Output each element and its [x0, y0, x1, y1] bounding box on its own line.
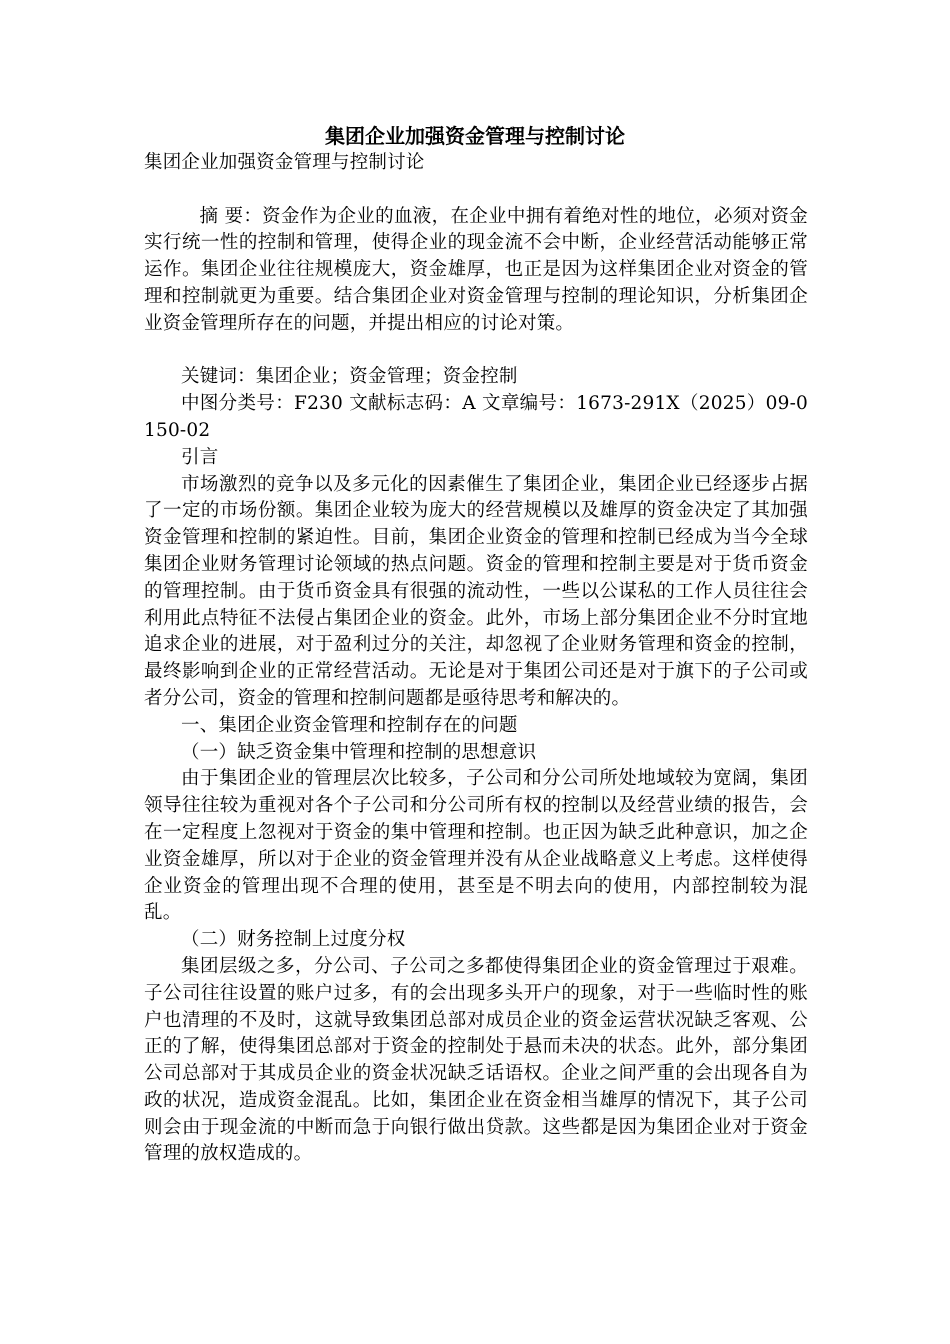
keywords-line: 关键词：集团企业；资金管理；资金控制: [181, 366, 518, 388]
document-title: 集团企业加强资金管理与控制讨论: [325, 124, 625, 148]
intro-heading: 引言: [181, 446, 219, 468]
spacer: [144, 177, 808, 204]
classification-line: 中图分类号：F230 文献标志码：A 文章编号：1673-291X（2025）09-0150-02: [144, 393, 808, 441]
subsection-paragraph-2: 集团层级之多，分公司、子公司之多都使得集团企业的资金管理过于艰难。子公司往往设置的账户过多，有的会出现多头开户的现象，对于一些临时性的账户也清理的不及时，这就导致集团总部对成员企业的资金运营状况缺乏客观、公正的了解，使得集团总部对于资金的控制处于悬而未决的状态。此外，部分集团公司总部对于其成员企业的资金状况缺乏话语权。企业之间严重的会出现各自为政的状况，造成资金混乱。比如，集团企业在资金相当雄厚的情况下，其子公司则会由于现金流的中断而急于向银行做出贷款。这些都是因为集团企业对于资金管理的放权造成的。: [144, 955, 808, 1165]
spacer: [144, 338, 808, 365]
intro-paragraph: 市场激烈的竞争以及多元化的因素催生了集团企业，集团企业已经逐步占据了一定的市场份额。集团企业较为庞大的经营规模以及雄厚的资金决定了其加强资金管理和控制的紧迫性。目前，集团企业资金的管理和控制已经成为当今全球集团企业财务管理讨论领域的热点问题。资金的管理和控制主要是对于货币资金的管理控制。由于货币资金具有很强的流动性，一些以公谋私的工作人员往往会利用此点特征不法侵占集团企业的资金。此外，市场上部分集团企业不分时宜地追求企业的进展，对于盈利过分的关注，却忽视了企业财务管理和资金的控制，最终影响到企业的正常经营活动。无论是对于集团公司还是对于旗下的子公司或者分公司，资金的管理和控制问题都是亟待思考和解决的。: [144, 473, 808, 709]
abstract-paragraph: 摘 要：资金作为企业的血液，在企业中拥有着绝对性的地位，必须对资金实行统一性的控制和管理，使得企业的现金流不会中断，企业经营活动能够正常运作。集团企业往往规模庞大，资金雄厚，也正是因为这样集团企业对资金的管理和控制就更为重要。结合集团企业对资金管理与控制的理论知识，分析集团企业资金管理所存在的问题，并提出相应的讨论对策。: [144, 205, 808, 334]
document-subtitle: 集团企业加强资金管理与控制讨论: [144, 152, 425, 173]
document-body: [144, 150, 808, 1168]
subsection-paragraph-1: 由于集团企业的管理层次比较多，子公司和分公司所处地域较为宽阔，集团领导往往较为重视对各个子公司和分公司所有权的控制以及经营业绩的报告，会在一定程度上忽视对于资金的集中管理和控制。也正因为缺乏此种意识，加之企业资金雄厚，所以对于企业的资金管理并没有从企业战略意义上考虑。这样使得企业资金的管理出现不合理的使用，甚至是不明去向的使用，内部控制较为混乱。: [144, 768, 808, 924]
section-heading-1: 一、集团企业资金管理和控制存在的问题: [181, 714, 518, 736]
subsection-heading-1: （一）缺乏资金集中管理和控制的思想意识: [181, 741, 537, 763]
subsection-heading-2: （二）财务控制上过度分权: [181, 929, 406, 951]
